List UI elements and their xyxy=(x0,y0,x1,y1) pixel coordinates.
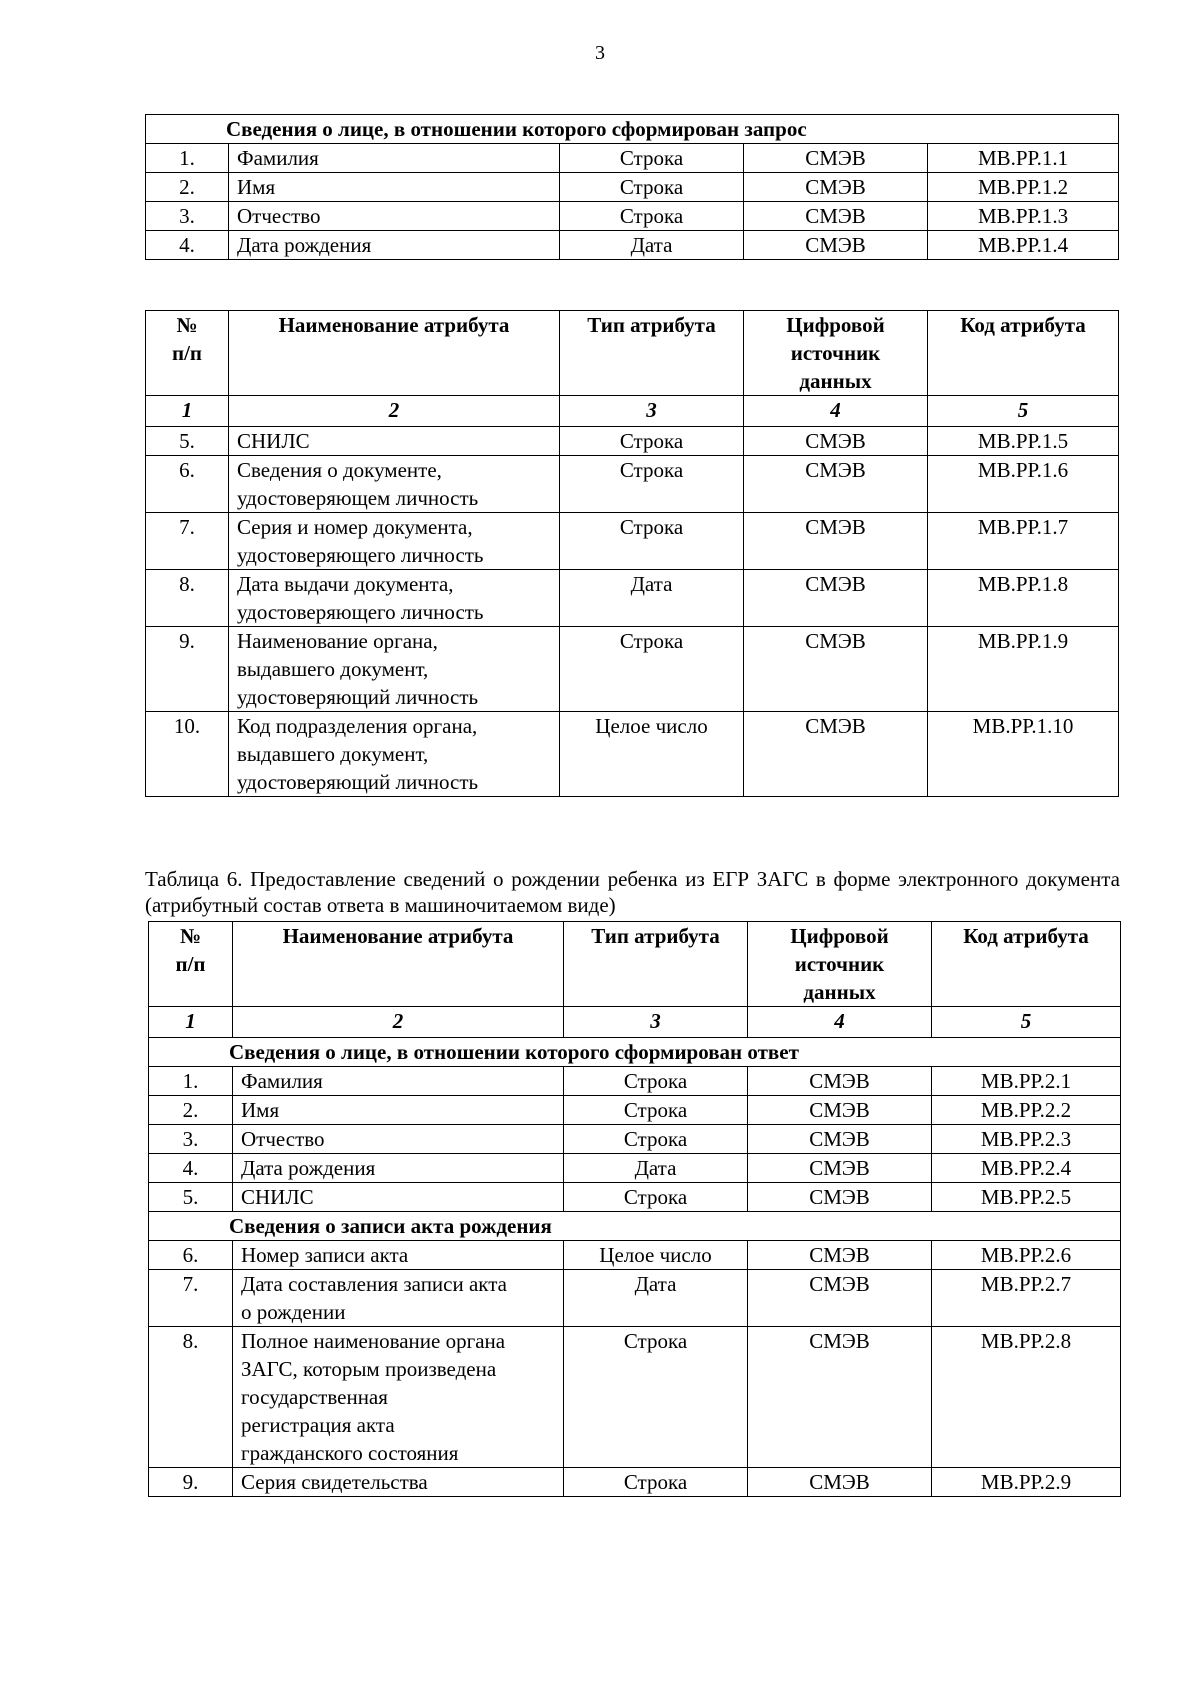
row-number: 8. xyxy=(149,1327,233,1468)
col-header-name: Наименование атрибута xyxy=(233,922,564,1007)
attribute-name: СНИЛС xyxy=(229,427,560,456)
column-index: 2 xyxy=(233,1007,564,1038)
attribute-name: СНИЛС xyxy=(233,1183,564,1212)
section-title: Сведения о лице, в отношении которого сформирован ответ xyxy=(149,1038,1121,1067)
data-source: СМЭВ xyxy=(744,627,928,712)
attribute-name: Фамилия xyxy=(233,1067,564,1096)
table-row xyxy=(149,1241,1121,1270)
attribute-code: МВ.РР.1.10 xyxy=(928,712,1119,797)
attribute-code: МВ.РР.2.6 xyxy=(932,1241,1121,1270)
table-row xyxy=(146,173,1119,202)
data-source: СМЭВ xyxy=(748,1096,932,1125)
attribute-code: МВ.РР.1.9 xyxy=(928,627,1119,712)
attribute-type: Строка xyxy=(560,202,744,231)
data-source: СМЭВ xyxy=(748,1067,932,1096)
table-row xyxy=(146,202,1119,231)
table-row xyxy=(146,427,1119,456)
row-number: 4. xyxy=(149,1154,233,1183)
column-index: 5 xyxy=(932,1007,1121,1038)
attribute-code: МВ.РР.2.3 xyxy=(932,1125,1121,1154)
row-number: 8. xyxy=(146,570,229,627)
col-header-code: Код атрибута xyxy=(932,922,1121,1007)
col-header-source: Цифровой источник данных xyxy=(748,922,932,1007)
attribute-type: Дата xyxy=(560,570,744,627)
attribute-code: МВ.РР.2.2 xyxy=(932,1096,1121,1125)
attribute-name: Имя xyxy=(233,1096,564,1125)
column-index: 4 xyxy=(748,1007,932,1038)
attribute-type: Целое число xyxy=(564,1241,748,1270)
attribute-name: Номер записи акта xyxy=(233,1241,564,1270)
table-row xyxy=(149,1468,1121,1497)
attribute-code: МВ.РР.1.5 xyxy=(928,427,1119,456)
attribute-type: Дата xyxy=(564,1270,748,1327)
row-number: 1. xyxy=(149,1067,233,1096)
attribute-type: Дата xyxy=(564,1154,748,1183)
column-index-row xyxy=(146,396,1119,427)
table-row xyxy=(149,1270,1121,1327)
data-source: СМЭВ xyxy=(744,513,928,570)
attribute-code: МВ.РР.1.3 xyxy=(928,202,1119,231)
attribute-name: Код подразделения органа, выдавшего документ, удостоверяющий личность xyxy=(229,712,560,797)
data-source: СМЭВ xyxy=(748,1241,932,1270)
table-row xyxy=(149,1183,1121,1212)
column-index: 1 xyxy=(149,1007,233,1038)
header-row xyxy=(149,922,1121,1007)
attribute-name: Сведения о документе, удостоверяющем личность xyxy=(229,456,560,513)
data-source: СМЭВ xyxy=(744,570,928,627)
data-source: СМЭВ xyxy=(744,427,928,456)
row-number: 7. xyxy=(146,513,229,570)
row-number: 7. xyxy=(149,1270,233,1327)
table-row xyxy=(146,144,1119,173)
attribute-type: Строка xyxy=(560,144,744,173)
row-number: 5. xyxy=(149,1183,233,1212)
attribute-type: Строка xyxy=(560,173,744,202)
attribute-code: МВ.РР.2.9 xyxy=(932,1468,1121,1497)
row-number: 3. xyxy=(146,202,229,231)
attribute-type: Строка xyxy=(564,1125,748,1154)
table-row xyxy=(149,1125,1121,1154)
col-header-type: Тип атрибута xyxy=(564,922,748,1007)
column-index: 5 xyxy=(928,396,1119,427)
attribute-type: Дата xyxy=(560,231,744,260)
section-row xyxy=(146,115,1119,144)
section-row xyxy=(149,1038,1121,1067)
data-source: СМЭВ xyxy=(744,173,928,202)
section-row xyxy=(149,1212,1121,1241)
attribute-code: МВ.РР.2.1 xyxy=(932,1067,1121,1096)
attribute-type: Строка xyxy=(564,1096,748,1125)
data-source: СМЭВ xyxy=(744,231,928,260)
attribute-type: Строка xyxy=(560,513,744,570)
data-source: СМЭВ xyxy=(748,1125,932,1154)
attribute-name: Отчество xyxy=(229,202,560,231)
request-person-table xyxy=(145,114,1119,260)
attribute-code: МВ.РР.1.6 xyxy=(928,456,1119,513)
data-source: СМЭВ xyxy=(744,712,928,797)
attribute-type: Строка xyxy=(564,1468,748,1497)
row-number: 6. xyxy=(149,1241,233,1270)
data-source: СМЭВ xyxy=(744,144,928,173)
attribute-type: Строка xyxy=(560,627,744,712)
section-title: Сведения о лице, в отношении которого сформирован запрос xyxy=(146,115,1119,144)
row-number: 2. xyxy=(146,173,229,202)
data-source: СМЭВ xyxy=(748,1183,932,1212)
column-index: 1 xyxy=(146,396,229,427)
table-row xyxy=(146,570,1119,627)
attribute-type: Строка xyxy=(560,427,744,456)
attribute-code: МВ.РР.2.7 xyxy=(932,1270,1121,1327)
attribute-code: МВ.РР.2.5 xyxy=(932,1183,1121,1212)
attribute-name: Дата составления записи акта о рождении xyxy=(233,1270,564,1327)
attribute-name: Наименование органа, выдавшего документ, удостоверяющий личность xyxy=(229,627,560,712)
page-number: 3 xyxy=(595,42,605,64)
table-row xyxy=(149,1096,1121,1125)
col-header-code: Код атрибута xyxy=(928,311,1119,396)
row-number: 3. xyxy=(149,1125,233,1154)
data-source: СМЭВ xyxy=(744,202,928,231)
row-number: 1. xyxy=(146,144,229,173)
attribute-name: Отчество xyxy=(233,1125,564,1154)
row-number: 2. xyxy=(149,1096,233,1125)
row-number: 5. xyxy=(146,427,229,456)
table-row xyxy=(146,712,1119,797)
data-source: СМЭВ xyxy=(748,1327,932,1468)
data-source: СМЭВ xyxy=(744,456,928,513)
attribute-name: Полное наименование органа ЗАГС, которым произведена государственная регистрация акта гражданского состояния xyxy=(233,1327,564,1468)
row-number: 9. xyxy=(146,627,229,712)
attribute-name: Серия свидетельства xyxy=(233,1468,564,1497)
attribute-code: МВ.РР.1.1 xyxy=(928,144,1119,173)
attribute-code: МВ.РР.2.4 xyxy=(932,1154,1121,1183)
column-index: 4 xyxy=(744,396,928,427)
header-row xyxy=(146,311,1119,396)
table6-caption: Таблица 6. Предоставление сведений о рождении ребенка из ЕГР ЗАГС в форме электронного документа (атрибутный состав ответа в машиночитаемом виде) xyxy=(145,867,1120,917)
attribute-type: Строка xyxy=(560,456,744,513)
attribute-name: Имя xyxy=(229,173,560,202)
row-number: 10. xyxy=(146,712,229,797)
attribute-type: Строка xyxy=(564,1327,748,1468)
request-document-table xyxy=(145,310,1119,797)
col-header-num: № п/п xyxy=(146,311,229,396)
row-number: 9. xyxy=(149,1468,233,1497)
attribute-name: Фамилия xyxy=(229,144,560,173)
col-header-source: Цифровой источник данных xyxy=(744,311,928,396)
attribute-code: МВ.РР.2.8 xyxy=(932,1327,1121,1468)
col-header-type: Тип атрибута xyxy=(560,311,744,396)
column-index: 2 xyxy=(229,396,560,427)
table-row xyxy=(146,627,1119,712)
section-title: Сведения о записи акта рождения xyxy=(149,1212,1121,1241)
table-row xyxy=(149,1327,1121,1468)
attribute-code: МВ.РР.1.7 xyxy=(928,513,1119,570)
table6-birth-record xyxy=(148,921,1121,1497)
attribute-name: Дата выдачи документа, удостоверяющего личность xyxy=(229,570,560,627)
table-row xyxy=(146,456,1119,513)
attribute-code: МВ.РР.1.2 xyxy=(928,173,1119,202)
data-source: СМЭВ xyxy=(748,1154,932,1183)
attribute-name: Серия и номер документа, удостоверяющего личность xyxy=(229,513,560,570)
column-index-row xyxy=(149,1007,1121,1038)
row-number: 6. xyxy=(146,456,229,513)
attribute-name: Дата рождения xyxy=(233,1154,564,1183)
column-index: 3 xyxy=(560,396,744,427)
attribute-type: Целое число xyxy=(560,712,744,797)
column-index: 3 xyxy=(564,1007,748,1038)
data-source: СМЭВ xyxy=(748,1468,932,1497)
row-number: 4. xyxy=(146,231,229,260)
table-row xyxy=(146,231,1119,260)
attribute-type: Строка xyxy=(564,1183,748,1212)
data-source: СМЭВ xyxy=(748,1270,932,1327)
col-header-name: Наименование атрибута xyxy=(229,311,560,396)
col-header-num: № п/п xyxy=(149,922,233,1007)
attribute-type: Строка xyxy=(564,1067,748,1096)
table-row xyxy=(149,1154,1121,1183)
table-row xyxy=(149,1067,1121,1096)
attribute-code: МВ.РР.1.4 xyxy=(928,231,1119,260)
attribute-code: МВ.РР.1.8 xyxy=(928,570,1119,627)
attribute-name: Дата рождения xyxy=(229,231,560,260)
table-row xyxy=(146,513,1119,570)
